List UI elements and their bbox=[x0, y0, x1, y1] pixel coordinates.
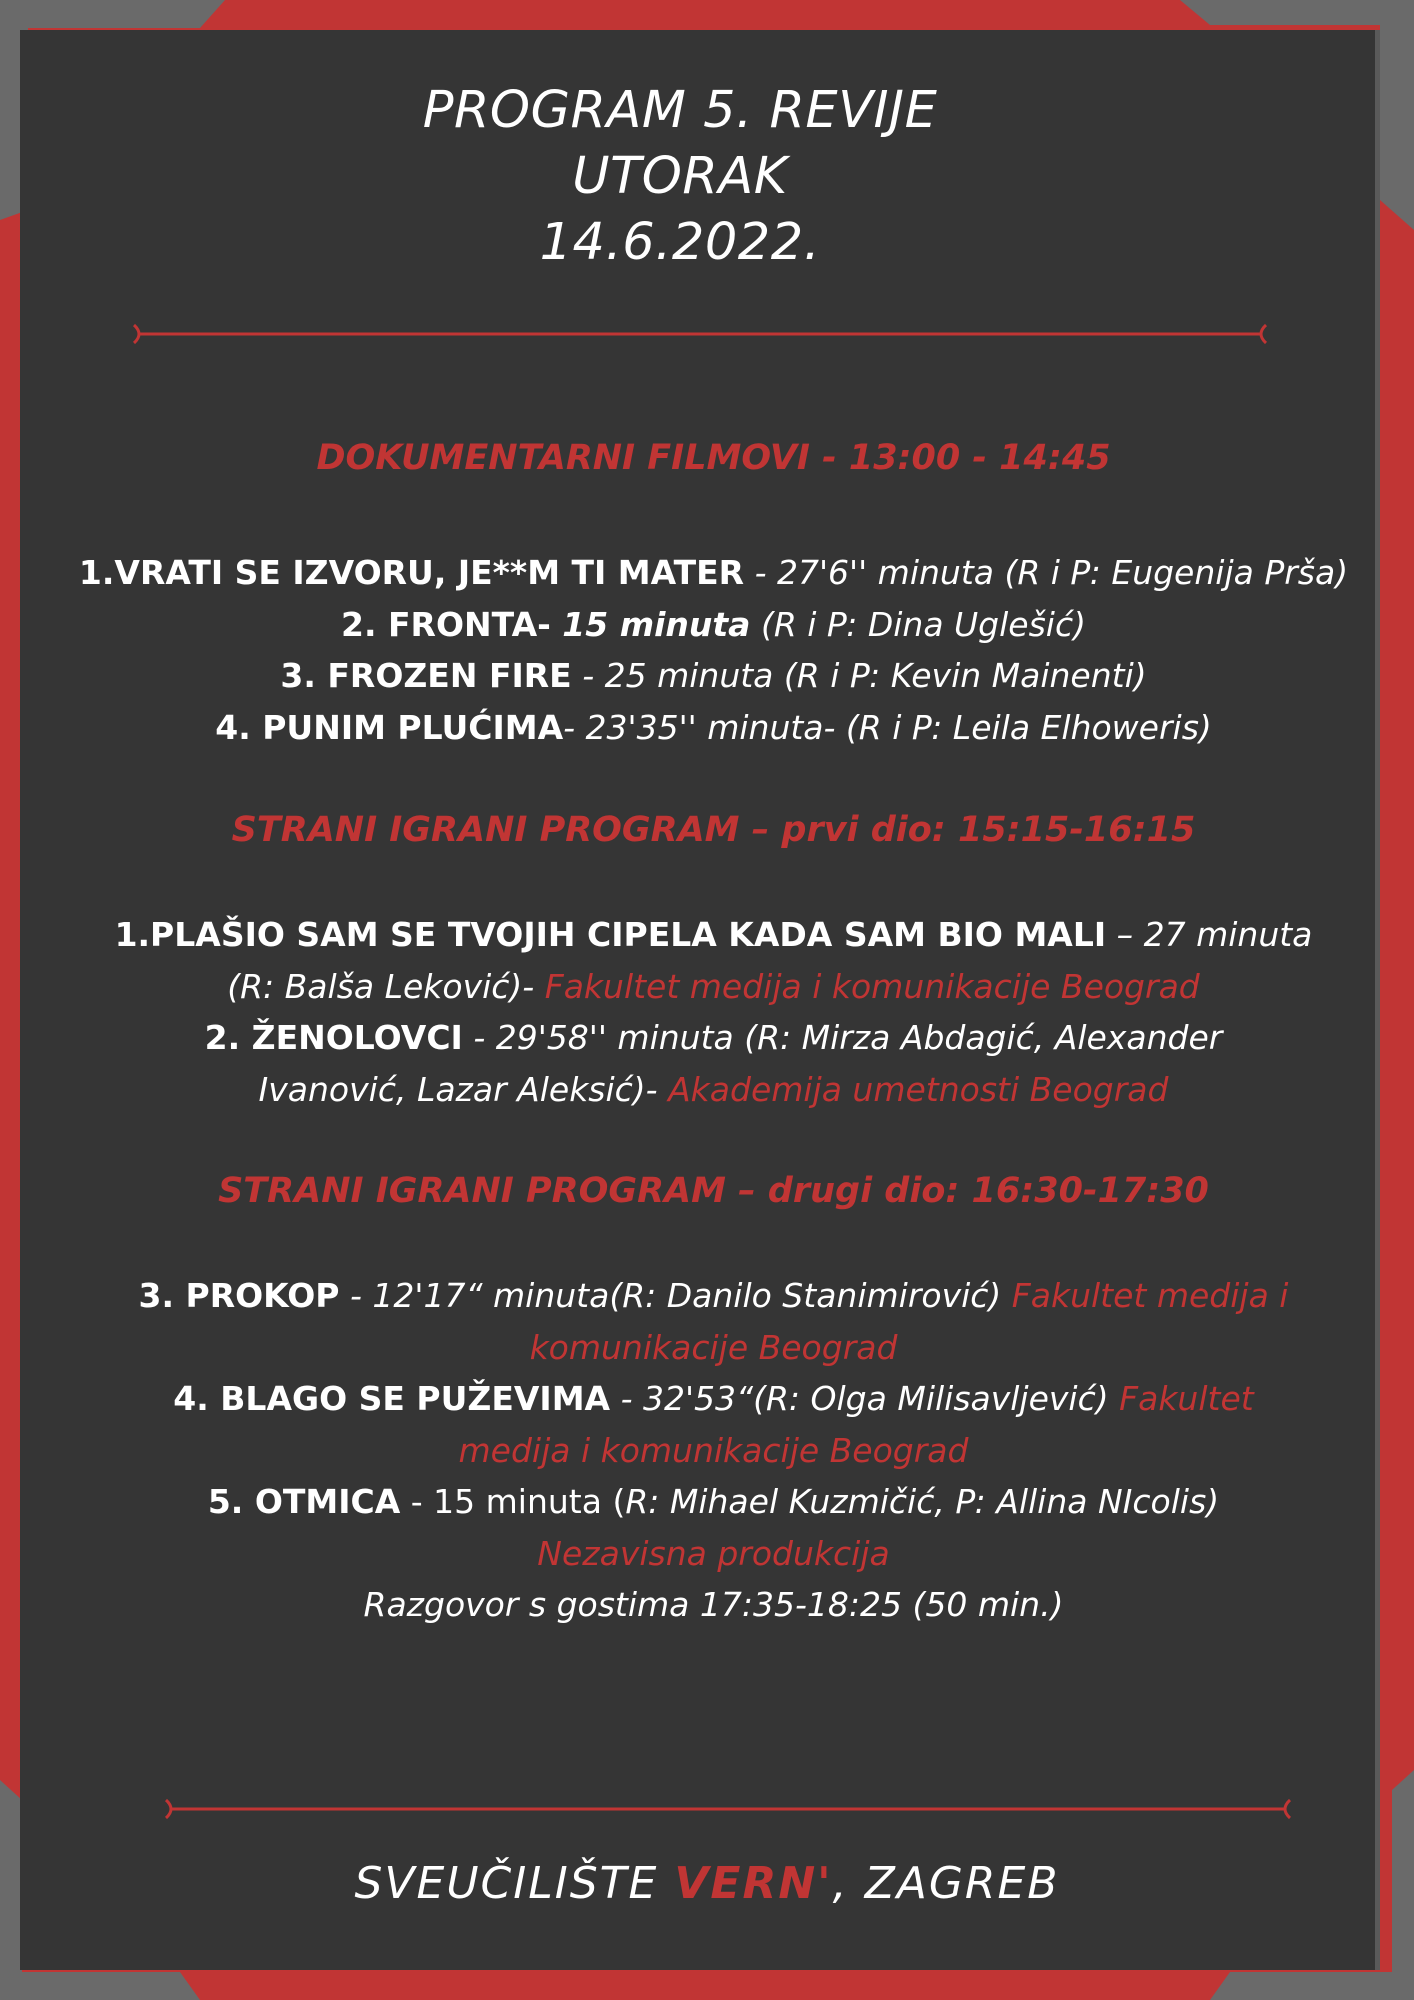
corner-shape-top-right bbox=[1180, 0, 1414, 25]
film-title: 5. OTMICA bbox=[207, 1482, 401, 1521]
film-title: 1.VRATI SE IZVORU, JE**M TI MATER bbox=[78, 553, 745, 592]
list-item-continued bbox=[20, 1322, 1407, 1374]
list-item bbox=[20, 650, 1407, 702]
list-item bbox=[20, 1373, 1407, 1425]
part2-list bbox=[20, 1270, 1407, 1631]
top-divider bbox=[130, 322, 1270, 346]
film-school: Fakultet bbox=[1108, 1379, 1254, 1418]
film-school: Nezavisna produkcija bbox=[537, 1533, 890, 1573]
list-item bbox=[20, 547, 1407, 599]
header bbox=[0, 78, 1360, 276]
list-item bbox=[20, 1476, 1407, 1528]
film-title: 2. ŽENOLOVCI bbox=[204, 1018, 463, 1057]
film-detail: - 23'35'' minuta- (R i P: Leila Elhoweris) bbox=[563, 707, 1212, 747]
part1-list bbox=[20, 909, 1407, 1115]
film-school: Fakultet medija i komunikacije Beograd bbox=[534, 966, 1200, 1006]
footer-prefix: SVEUČILIŠTE bbox=[354, 1858, 675, 1909]
section-title-documentary: DOKUMENTARNI FILMOVI - 13:00 - 14:45 bbox=[316, 438, 1111, 478]
film-detail: – 27 minuta bbox=[1106, 915, 1313, 954]
footer-suffix: , ZAGREB bbox=[832, 1858, 1060, 1909]
documentary-list bbox=[20, 547, 1407, 753]
list-item bbox=[20, 909, 1407, 961]
film-detail: R: Mihael Kuzmičić, P: Allina NIcolis) bbox=[625, 1482, 1220, 1521]
film-detail: Ivanović, Lazar Aleksić)- bbox=[258, 1069, 658, 1109]
list-item-continued bbox=[20, 961, 1407, 1013]
footer bbox=[0, 1858, 1414, 1909]
footer-brand: VERN' bbox=[674, 1858, 833, 1909]
list-item bbox=[20, 702, 1407, 754]
list-item bbox=[20, 1012, 1407, 1064]
corner-shape-bottom-right-edge bbox=[1210, 1972, 1414, 2000]
film-title: 4. PUNIM PLUĆIMA bbox=[215, 707, 564, 747]
film-school: Fakultet medija i bbox=[1001, 1276, 1289, 1315]
list-item-continued bbox=[20, 1064, 1407, 1116]
corner-shape-top-left bbox=[0, 0, 225, 28]
film-director: (R: Balša Leković)- bbox=[227, 966, 535, 1006]
section-title-part2: STRANI IGRANI PROGRAM – drugi dio: 16:30-17:30 bbox=[218, 1171, 1209, 1211]
list-item bbox=[20, 1270, 1407, 1322]
header-day: UTORAK bbox=[572, 147, 788, 206]
corner-shape-bottom-left-edge bbox=[0, 1972, 200, 2000]
film-title: 2. FRONTA- bbox=[341, 604, 551, 644]
film-school: Akademija umetnosti Beograd bbox=[657, 1069, 1169, 1109]
film-duration: 15 minuta bbox=[550, 604, 751, 644]
film-detail: - 32'53“(R: Olga Milisavljević) bbox=[610, 1379, 1109, 1418]
film-school: medija i komunikacije Beograd bbox=[458, 1430, 969, 1470]
film-detail: (R i P: Dina Uglešić) bbox=[750, 604, 1086, 644]
talk-text: Razgovor s gostima 17:35-18:25 (50 min.) bbox=[363, 1585, 1064, 1624]
film-title: 4. BLAGO SE PUŽEVIMA bbox=[173, 1379, 611, 1418]
corner-shape-right-top bbox=[1380, 25, 1414, 230]
film-title: 3. PROKOP bbox=[138, 1276, 340, 1315]
film-title: 3. FROZEN FIRE bbox=[280, 656, 572, 695]
film-duration: - 15 minuta ( bbox=[400, 1482, 626, 1521]
film-detail: - 12'17“ minuta(R: Danilo Stanimirović) bbox=[339, 1276, 1002, 1315]
talk-line bbox=[20, 1579, 1407, 1631]
bottom-divider bbox=[162, 1797, 1294, 1821]
header-title: PROGRAM 5. REVIJE bbox=[422, 81, 938, 140]
header-date: 14.6.2022. bbox=[539, 213, 821, 272]
film-detail: - 25 minuta (R i P: Kevin Mainenti) bbox=[571, 656, 1147, 695]
section-title-part1: STRANI IGRANI PROGRAM – prvi dio: 15:15-16:15 bbox=[231, 810, 1196, 850]
list-item bbox=[20, 599, 1407, 651]
list-item-continued bbox=[20, 1528, 1407, 1580]
film-detail: - 29'58'' minuta (R: Mirza Abdagić, Alexander bbox=[462, 1018, 1223, 1057]
film-school: komunikacije Beograd bbox=[529, 1327, 898, 1367]
film-title: 1.PLAŠIO SAM SE TVOJIH CIPELA KADA SAM BIO MALI bbox=[114, 915, 1107, 954]
list-item-continued bbox=[20, 1425, 1407, 1477]
film-detail: - 27'6'' minuta (R i P: Eugenija Prša) bbox=[744, 553, 1349, 592]
